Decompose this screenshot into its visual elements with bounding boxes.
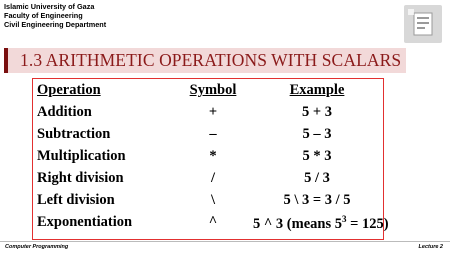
table-row <box>33 214 389 236</box>
example-superscript: 3 <box>341 214 347 224</box>
department-name: Civil Engineering Department <box>4 19 107 29</box>
operation-symbol: ^ <box>208 214 218 230</box>
slide-title-bar <box>4 48 406 73</box>
operation-example: 5 + 3 <box>301 104 332 120</box>
header-operation: Operation <box>37 82 101 98</box>
operation-name: Left division <box>37 192 115 208</box>
operation-name: Exponentiation <box>37 214 133 230</box>
course-name: Computer Programming <box>5 244 69 250</box>
institution-header <box>4 3 106 29</box>
faculty-name: Faculty of Engineering <box>4 10 83 20</box>
footer-divider <box>0 241 450 242</box>
header-symbol: Symbol <box>189 82 237 98</box>
table-row <box>33 126 383 148</box>
operation-example <box>253 214 389 233</box>
operation-symbol: * <box>209 148 217 164</box>
table-row <box>33 148 383 170</box>
example-tail: = 125) <box>346 215 389 232</box>
operation-example: 5 – 3 <box>302 126 332 142</box>
operation-name: Multiplication <box>37 148 126 164</box>
operation-example: 5 / 3 <box>304 170 330 186</box>
table-header-row <box>33 82 383 104</box>
slide-title: 1.3 ARITHMETIC OPERATIONS WITH SCALARS <box>20 50 402 70</box>
operation-name: Addition <box>37 104 92 120</box>
operations-table <box>32 78 389 240</box>
operation-symbol: + <box>208 104 218 120</box>
operation-name: Right division <box>37 170 124 186</box>
header-example: Example <box>289 82 345 98</box>
operation-symbol: – <box>209 126 217 142</box>
operation-example: 5 \ 3 = 3 / 5 <box>283 192 351 208</box>
table-row <box>33 170 383 192</box>
operation-example: 5 * 3 <box>302 148 332 164</box>
example-main: 5 ^ 3 (means 5 <box>253 215 342 232</box>
operation-symbol: / <box>210 170 216 186</box>
operation-symbol: \ <box>210 192 216 208</box>
document-icon <box>404 5 442 43</box>
table-row <box>33 192 383 214</box>
table-row <box>33 104 383 126</box>
university-name: Islamic University of Gaza <box>4 2 95 11</box>
lecture-number: Lecture 2 <box>418 244 443 250</box>
operation-name: Subtraction <box>37 126 111 142</box>
